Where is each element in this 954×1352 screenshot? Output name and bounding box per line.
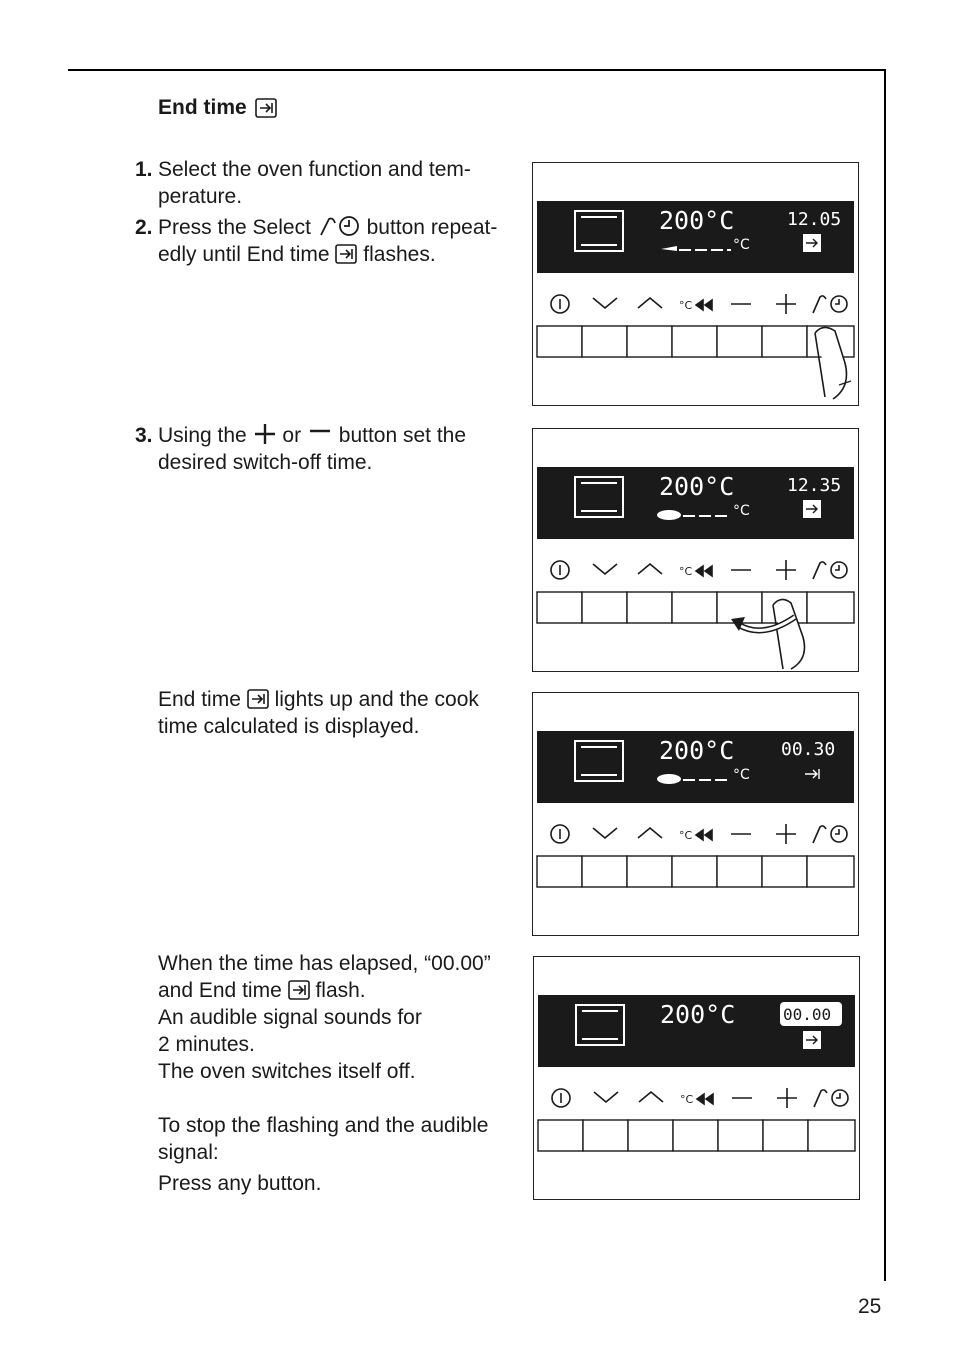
- note-2-line-2: and End time flash.: [158, 979, 366, 1002]
- note-2-line-6: To stop the flashing and the audible: [158, 1114, 489, 1137]
- note-1-line-2: time calculated is displayed.: [158, 715, 420, 738]
- end-time-icon: [247, 689, 269, 709]
- button-row: [537, 592, 854, 623]
- control-symbols: [551, 294, 847, 314]
- svg-text:°C: °C: [679, 829, 693, 842]
- temperature-readout: 200°C: [660, 1000, 736, 1029]
- time-readout: 12.35: [787, 475, 842, 496]
- temperature-readout: 200°C: [659, 472, 735, 501]
- step-1-line-2: perature.: [158, 185, 243, 208]
- time-readout: 00.30: [781, 739, 836, 760]
- note-2-line-8: Press any button.: [158, 1172, 322, 1195]
- right-rule: [884, 69, 886, 1281]
- svg-text:°C: °C: [733, 503, 750, 519]
- time-readout: 00.00: [783, 1005, 832, 1024]
- note-2-line-1: When the time has elapsed, “00.00”: [158, 952, 491, 975]
- end-time-icon: [288, 980, 310, 1000]
- step-3-number: 3.: [135, 424, 153, 447]
- plus-icon: [253, 423, 277, 445]
- step-3-line-2: desired switch-off time.: [158, 451, 373, 474]
- minus-icon: [307, 423, 333, 445]
- step-3-line-1: Using the or button set the: [158, 424, 467, 447]
- control-symbols: [551, 560, 847, 580]
- step-1-line-1: Select the oven function and tem-: [158, 158, 471, 181]
- section-title: End time: [158, 96, 247, 119]
- control-panel-illustration-4: [533, 956, 860, 1200]
- step-2-number: 2.: [135, 216, 153, 239]
- page-number: 25: [858, 1295, 882, 1318]
- svg-text:°C: °C: [733, 237, 750, 253]
- end-time-icon: [255, 98, 277, 118]
- time-readout: 12.05: [787, 209, 842, 230]
- control-panel-illustration-3: [532, 692, 859, 936]
- note-1-line-1: End time lights up and the cook: [158, 688, 479, 711]
- button-row: [537, 856, 854, 887]
- note-2-line-7: signal:: [158, 1141, 219, 1164]
- step-1-number: 1.: [135, 158, 153, 181]
- control-symbols: [551, 824, 847, 844]
- select-clock-icon: [317, 215, 361, 237]
- step-2-line-1: Press the Select button repeat-: [158, 216, 498, 239]
- note-2-line-4: 2 minutes.: [158, 1033, 255, 1056]
- control-panel-illustration-1: [532, 162, 859, 406]
- end-time-icon: [335, 244, 357, 264]
- step-2-line-2: edly until End time flashes.: [158, 243, 436, 266]
- top-rule: [68, 69, 886, 71]
- svg-text:°C: °C: [679, 565, 693, 578]
- section-heading: [158, 96, 277, 120]
- svg-text:°C: °C: [679, 299, 693, 312]
- button-row: [538, 1120, 855, 1151]
- svg-text:°C: °C: [680, 1093, 694, 1106]
- note-2-line-5: The oven switches itself off.: [158, 1060, 416, 1083]
- svg-text:°C: °C: [733, 767, 750, 783]
- temperature-readout: 200°C: [659, 736, 735, 765]
- button-row: [537, 326, 854, 357]
- note-2-line-3: An audible signal sounds for: [158, 1006, 422, 1029]
- temperature-readout: 200°C: [659, 206, 735, 235]
- control-panel-illustration-2: [532, 428, 859, 672]
- control-symbols: [552, 1088, 848, 1108]
